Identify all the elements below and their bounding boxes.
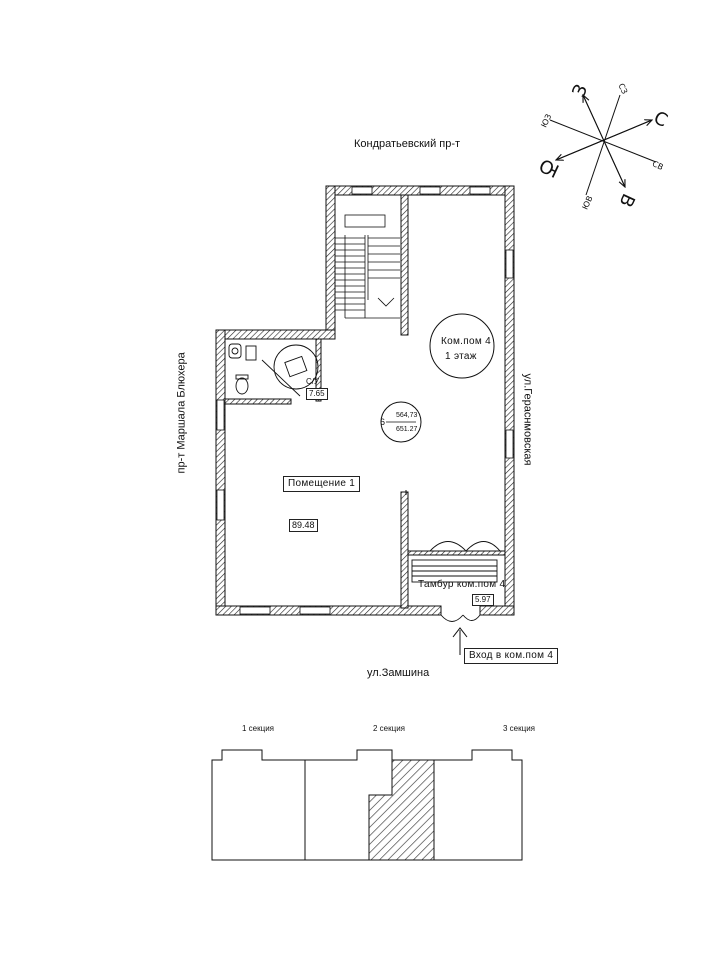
- compass-northwest-label: СЗ: [616, 82, 630, 96]
- level-index: 6: [380, 417, 386, 427]
- bath-partition-h: [225, 399, 291, 404]
- wall-bottom-right: [480, 606, 514, 615]
- compass-northeast-label: СВ: [650, 159, 665, 172]
- bathroom-fixtures: [229, 344, 318, 396]
- stair-landing: [345, 215, 385, 227]
- vest-partition-v: [401, 492, 408, 608]
- window-top-1: [352, 187, 372, 194]
- compass-east-label: В: [614, 190, 639, 211]
- sink: [229, 344, 241, 358]
- staircase: [335, 215, 400, 318]
- stair-direction-arrow: [378, 298, 394, 306]
- section-3-outline: [434, 750, 522, 860]
- street-east: ул.Гераснмовская: [521, 373, 534, 466]
- section-key-plan: [212, 750, 522, 860]
- street-north: Кондратьевский пр-т: [354, 138, 461, 150]
- street-west: пр-т Маршала Блюхера: [175, 352, 188, 474]
- vest-partition-h: [408, 551, 505, 555]
- compass-north-label: С: [650, 107, 671, 132]
- window-bottom-1: [240, 607, 270, 614]
- window-right-2: [506, 430, 513, 458]
- compass-southwest-label: ЮЗ: [539, 112, 554, 129]
- compass-southeast-label: ЮВ: [580, 194, 595, 212]
- toilet: [236, 378, 248, 394]
- section-2-highlight: [369, 760, 434, 860]
- level-top-value: 564,73: [396, 412, 418, 419]
- compass-south-label: Ю: [536, 153, 563, 182]
- window-right-1: [506, 250, 513, 278]
- section-1-outline: [212, 750, 305, 860]
- section-3-label: 3 секция: [503, 724, 536, 733]
- vestibule-label: Тамбур ком.пом 4: [418, 579, 506, 590]
- window-left-2: [217, 490, 224, 520]
- level-bottom-value: 651.27: [396, 426, 418, 433]
- wall-stair-left: [326, 186, 335, 334]
- unit-floor: 1 этаж: [445, 351, 477, 362]
- unit-name: Ком.пом 4: [441, 336, 491, 347]
- wall-step: [216, 330, 335, 339]
- main-room-label: Помещение 1: [283, 476, 360, 492]
- section-1-label: 1 секция: [242, 724, 275, 733]
- stair-partition: [401, 195, 408, 335]
- street-south: ул.Замшина: [367, 667, 430, 679]
- vestibule-door-swing-top: [430, 542, 466, 552]
- compass-west-label: З: [568, 81, 593, 101]
- main-room-area: 89.48: [289, 519, 318, 532]
- bathroom-area: 7.65: [306, 388, 328, 400]
- window-top-3: [470, 187, 490, 194]
- vestibule-area: 5.97: [472, 594, 494, 606]
- compass-rose: [550, 95, 656, 195]
- window-left-1: [217, 400, 224, 430]
- bathroom-label: С/У: [306, 377, 320, 386]
- wall-left: [216, 330, 225, 614]
- bath-door: [246, 346, 256, 360]
- window-bottom-2: [300, 607, 330, 614]
- window-top-2: [420, 187, 440, 194]
- section-2-label: 2 секция: [373, 724, 406, 733]
- entrance-door-swing: [441, 615, 463, 622]
- entrance-label: Вход в ком.пом 4: [464, 648, 558, 664]
